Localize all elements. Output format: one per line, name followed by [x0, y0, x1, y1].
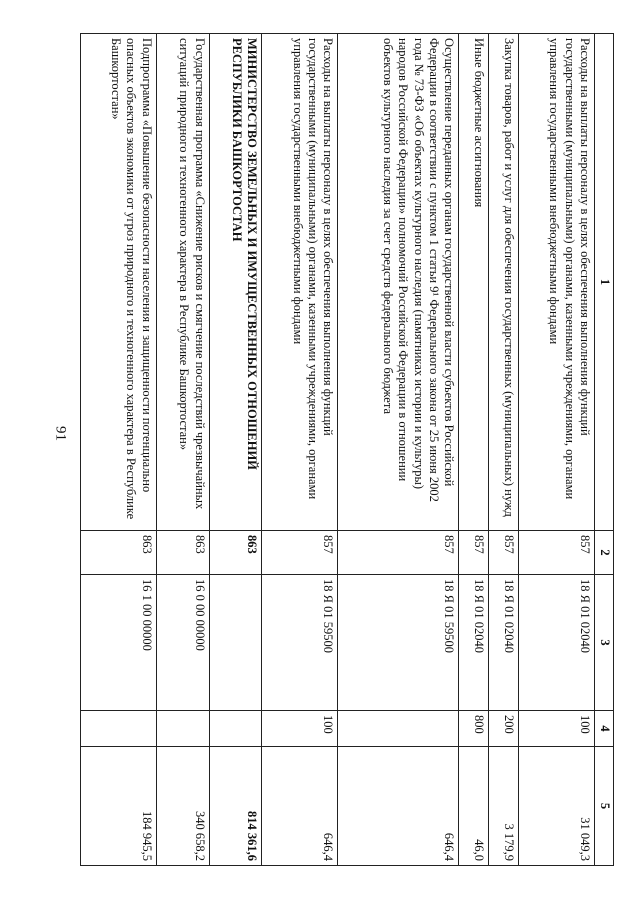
rotated-table-wrapper	[80, 33, 614, 865]
row-name: Подпрограмма «Повышение безопасности населения и защищенности потенциально опасных объектов экономики от угроз природного и техногенного характера в Республике Башкортостан»	[81, 34, 157, 531]
row-expense-code: 200	[489, 711, 519, 747]
row-amount: 3 179,9	[489, 747, 519, 866]
row-target-code: 18 Я 01 02040	[519, 575, 595, 711]
page-number: 91	[52, 426, 69, 441]
header-col-5: 5	[595, 747, 614, 866]
header-col-2: 2	[595, 531, 614, 575]
row-target-code: 18 Я 01 02040	[459, 575, 489, 711]
row-target-code	[209, 575, 262, 711]
row-amount: 646,4	[262, 747, 338, 866]
row-amount: 646,4	[338, 747, 459, 866]
table-header-row	[595, 34, 614, 866]
row-target-code: 18 Я 01 59500	[262, 575, 338, 711]
header-col-4: 4	[595, 711, 614, 747]
row-ministry-code: 857	[338, 531, 459, 575]
row-amount: 340 658,2	[156, 747, 209, 866]
row-amount: 814 361,6	[209, 747, 262, 866]
table-row	[262, 34, 338, 866]
row-name: Осуществление переданных органам государственной власти субъектов Российской Федерации в соответствии с пунктом 1 статьи 9¹ Федерального закона от 25 июня 2002 года № 73-ФЗ «Об объектах культурного наследия (памятниках истории и культуры) народов Российской Федерации» полномочий Российской Федерации в отношении объектов культурного наследия за счет средств федерального бюджета	[338, 34, 459, 531]
row-ministry-code: 863	[209, 531, 262, 575]
table-row	[156, 34, 209, 866]
row-expense-code	[156, 711, 209, 747]
table-row-ministry-heading	[209, 34, 262, 866]
budget-table	[80, 33, 614, 866]
row-name: Государственная программа «Снижение рисков и смягчение последствий чрезвычайных ситуаций природного и техногенного характера в Республике Башкортостан»	[156, 34, 209, 531]
row-expense-code	[81, 711, 157, 747]
row-name: Закупка товаров, работ и услуг для обеспечения государственных (муниципальных) нужд	[489, 34, 519, 531]
row-ministry-code: 863	[156, 531, 209, 575]
row-target-code: 16 0 00 00000	[156, 575, 209, 711]
row-expense-code	[209, 711, 262, 747]
row-target-code: 18 Я 01 59500	[338, 575, 459, 711]
row-expense-code: 800	[459, 711, 489, 747]
header-col-3: 3	[595, 575, 614, 711]
row-expense-code: 100	[262, 711, 338, 747]
row-name: Расходы на выплаты персоналу в целях обеспечения выполнения функций государственными (муниципальными) органами, казенными учреждениями, органами управления государственными внебюджетными фондами	[262, 34, 338, 531]
row-name: МИНИСТЕРСТВО ЗЕМЕЛЬНЫХ И ИМУЩЕСТВЕННЫХ ОТНОШЕНИЙ РЕСПУБЛИКИ БАШКОРТОСТАН	[209, 34, 262, 531]
row-ministry-code: 857	[262, 531, 338, 575]
row-expense-code: 100	[519, 711, 595, 747]
row-amount: 184 945,5	[81, 747, 157, 866]
table-row	[459, 34, 489, 866]
row-ministry-code: 857	[489, 531, 519, 575]
row-expense-code	[338, 711, 459, 747]
row-ministry-code: 857	[459, 531, 489, 575]
row-ministry-code: 863	[81, 531, 157, 575]
table-row	[81, 34, 157, 866]
row-amount: 46,0	[459, 747, 489, 866]
table-row	[338, 34, 459, 866]
row-ministry-code: 857	[519, 531, 595, 575]
header-col-1: 1	[595, 34, 614, 531]
table-row	[519, 34, 595, 866]
table-container	[80, 33, 614, 865]
row-target-code: 18 Я 01 02040	[489, 575, 519, 711]
row-name: Иные бюджетные ассигнования	[459, 34, 489, 531]
row-amount: 31 049,3	[519, 747, 595, 866]
row-name: Расходы на выплаты персоналу в целях обеспечения выполнения функций государственными (муниципальными) органами, казенными учреждениями, органами управления государственными внебюджетными фондами	[519, 34, 595, 531]
table-row	[489, 34, 519, 866]
row-target-code: 16 1 00 00000	[81, 575, 157, 711]
